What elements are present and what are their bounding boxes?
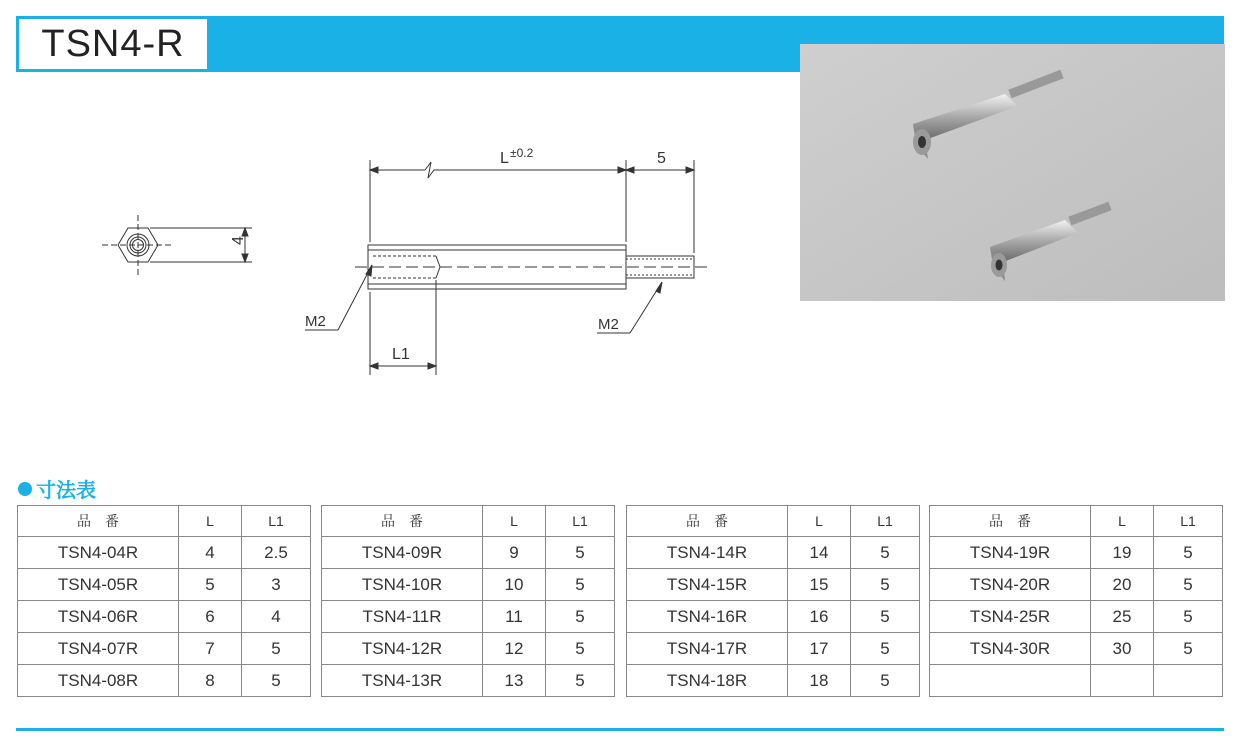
cell-L: 19 [1091,537,1154,569]
cell-L: 6 [179,601,242,633]
dimension-table-4 [929,505,1223,697]
table-row [930,569,1223,601]
cell-L: 9 [483,537,546,569]
header-L1: L1 [546,506,615,537]
section-title-text: 寸法表 [36,478,96,502]
cell-L: 4 [179,537,242,569]
header-L: L [1091,506,1154,537]
cell-L1: 5 [546,665,615,697]
header-part: 品 番 [930,506,1091,537]
dimension-table-3 [626,505,920,697]
table-header-row [627,506,920,537]
cell-part: TSN4-11R [322,601,483,633]
cell-part: TSN4-07R [18,633,179,665]
dimension-table-2 [321,505,615,697]
thread-left-label: M2 [305,313,326,330]
table-header-row [322,506,615,537]
table-row [322,569,615,601]
cell-L: 18 [788,665,851,697]
cell-L1: 5 [851,665,920,697]
cell-L: 8 [179,665,242,697]
header-L: L [483,506,546,537]
cell-L1: 5 [242,633,311,665]
cell-part: TSN4-08R [18,665,179,697]
cell-L: 5 [179,569,242,601]
cell-L: 12 [483,633,546,665]
table-row [322,537,615,569]
table-header-row [930,506,1223,537]
cell-L1: 5 [242,665,311,697]
cell-part: TSN4-09R [322,537,483,569]
cell-part: TSN4-15R [627,569,788,601]
table-row [930,601,1223,633]
header-L1: L1 [242,506,311,537]
cell-L1: 5 [546,569,615,601]
dim-4-label: 4 [230,236,247,245]
cell-part: TSN4-19R [930,537,1091,569]
cell-L: 7 [179,633,242,665]
table-row [930,537,1223,569]
table-row [18,601,311,633]
technical-drawing [90,130,730,390]
cell-L: 17 [788,633,851,665]
cell-part: TSN4-13R [322,665,483,697]
bullet-icon [18,482,32,496]
cell-part: TSN4-12R [322,633,483,665]
dim-L1-label: L1 [392,346,410,363]
cell-L [1091,665,1154,697]
cell-part: TSN4-06R [18,601,179,633]
cell-part: TSN4-14R [627,537,788,569]
table-row [322,601,615,633]
cell-L1: 2.5 [242,537,311,569]
cell-L: 15 [788,569,851,601]
cell-L1: 5 [1154,569,1223,601]
table-row [627,537,920,569]
cell-L1: 5 [851,601,920,633]
table-row [930,633,1223,665]
dim-5-label: 5 [657,150,666,167]
cell-part: TSN4-30R [930,633,1091,665]
table-row [930,665,1223,697]
cell-L1: 5 [851,537,920,569]
cell-L: 25 [1091,601,1154,633]
footer-rule [16,728,1224,731]
cell-part: TSN4-05R [18,569,179,601]
section-title [18,474,96,503]
page-title: TSN4-R [18,18,208,70]
cell-L: 14 [788,537,851,569]
cell-L1: 5 [851,569,920,601]
header-L1: L1 [851,506,920,537]
table-row [18,633,311,665]
table-row [18,569,311,601]
header-L: L [788,506,851,537]
table-row [322,633,615,665]
cell-L: 10 [483,569,546,601]
table-row [627,601,920,633]
cell-part: TSN4-17R [627,633,788,665]
header-L: L [179,506,242,537]
cell-part: TSN4-04R [18,537,179,569]
table-header-row [18,506,311,537]
cell-L: 16 [788,601,851,633]
cell-L1: 5 [546,537,615,569]
cell-L: 30 [1091,633,1154,665]
cell-L1: 5 [1154,633,1223,665]
cell-L: 11 [483,601,546,633]
cell-part: TSN4-20R [930,569,1091,601]
table-row [18,537,311,569]
cell-part: TSN4-18R [627,665,788,697]
dim-L-label: L [500,150,509,167]
cell-part [930,665,1091,697]
cell-L1: 5 [1154,601,1223,633]
cell-L1 [1154,665,1223,697]
header-part: 品 番 [322,506,483,537]
table-row [18,665,311,697]
cell-L1: 4 [242,601,311,633]
cell-L1: 5 [1154,537,1223,569]
dim-tolerance-label: ±0.2 [510,146,534,160]
table-row [322,665,615,697]
cell-L: 13 [483,665,546,697]
table-row [627,633,920,665]
cell-L1: 5 [851,633,920,665]
header-part: 品 番 [627,506,788,537]
product-photo [800,44,1225,301]
cell-L1: 3 [242,569,311,601]
cell-part: TSN4-16R [627,601,788,633]
dimension-table-1 [17,505,311,697]
cell-L1: 5 [546,601,615,633]
cell-part: TSN4-25R [930,601,1091,633]
table-row [627,569,920,601]
cell-L: 20 [1091,569,1154,601]
cell-L1: 5 [546,633,615,665]
cell-part: TSN4-10R [322,569,483,601]
thread-right-label: M2 [598,316,619,333]
table-row [627,665,920,697]
header-L1: L1 [1154,506,1223,537]
header-part: 品 番 [18,506,179,537]
